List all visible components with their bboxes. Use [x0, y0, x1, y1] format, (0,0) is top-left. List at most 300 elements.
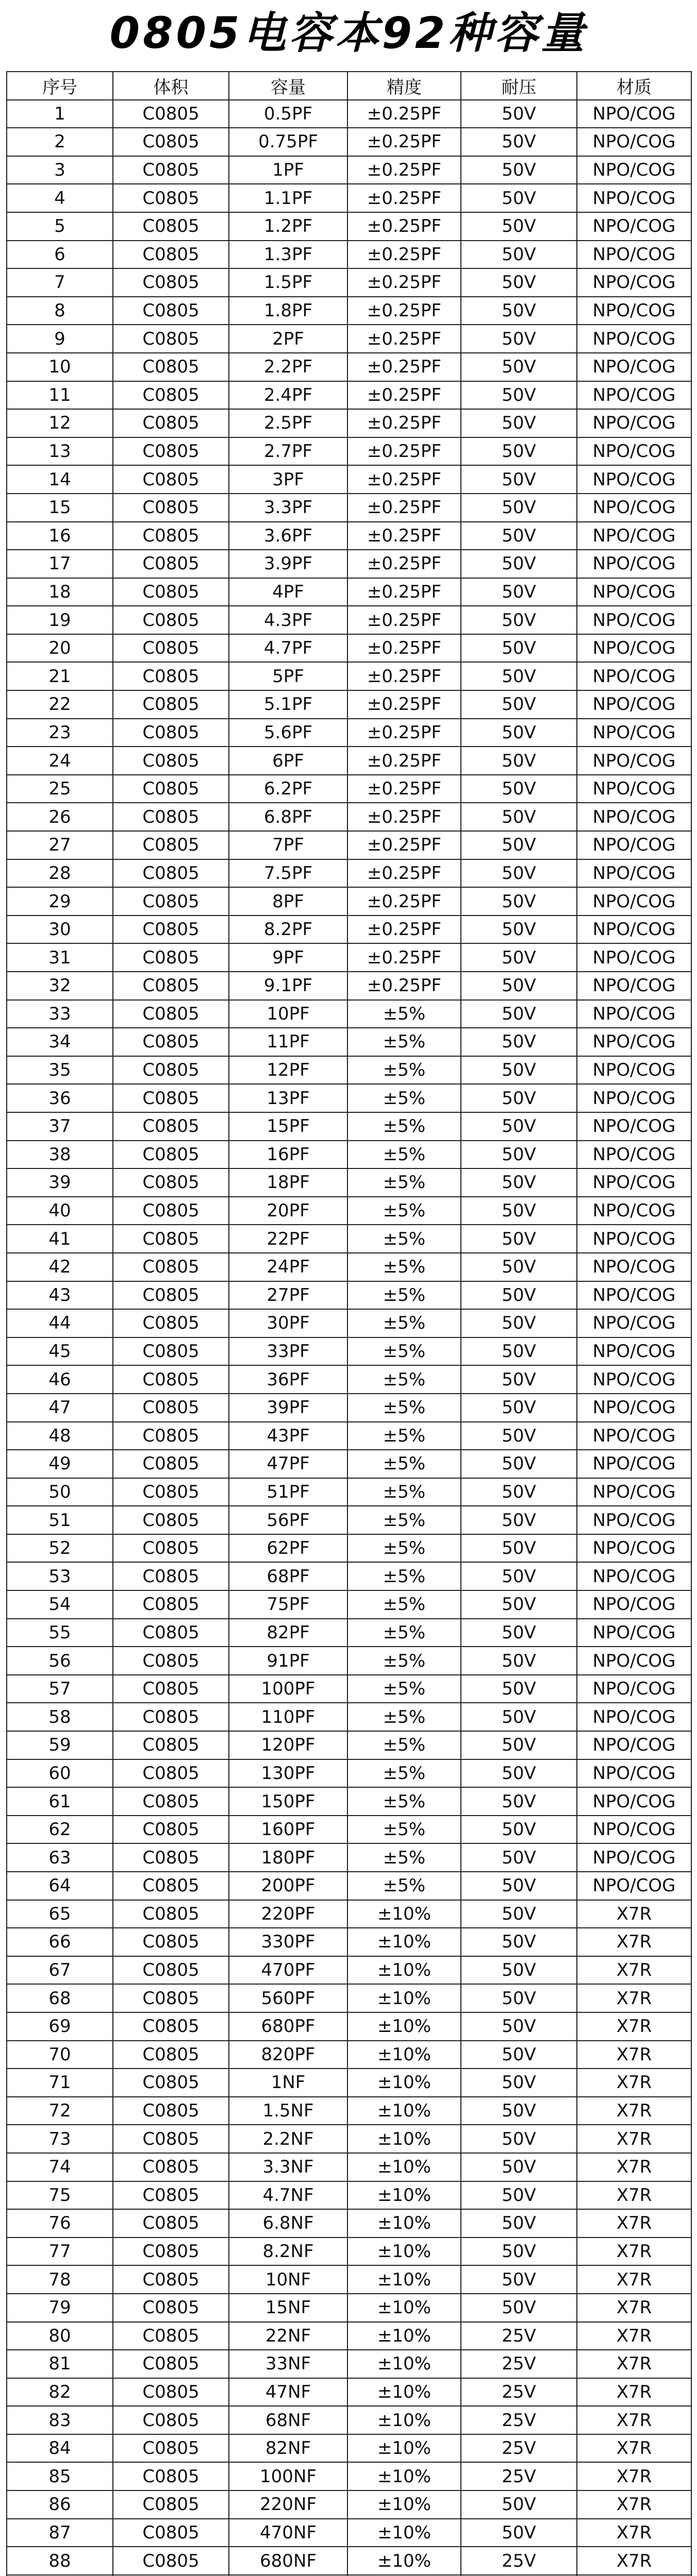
cell-capacitance: 2PF: [229, 325, 347, 353]
cell-capacitance: 680PF: [229, 2012, 347, 2041]
table-row: [7, 662, 691, 690]
table-row: [7, 1168, 691, 1197]
cell-capacitance: 2.7PF: [229, 437, 347, 466]
cell-tolerance: ±0.25PF: [347, 156, 461, 184]
cell-index: 25: [7, 775, 113, 803]
cell-tolerance: ±5%: [347, 1197, 461, 1225]
cell-voltage: 50V: [461, 212, 577, 241]
cell-package: C0805: [113, 1759, 229, 1788]
cell-index: 45: [7, 1337, 113, 1366]
cell-tolerance: ±10%: [347, 2434, 461, 2463]
cell-tolerance: ±0.25PF: [347, 662, 461, 690]
cell-package: C0805: [113, 184, 229, 212]
cell-voltage: 50V: [461, 887, 577, 916]
cell-package: C0805: [113, 606, 229, 634]
cell-tolerance: ±0.25PF: [347, 241, 461, 269]
cell-material: NPO/COG: [577, 916, 691, 944]
cell-capacitance: 1NF: [229, 2069, 347, 2097]
cell-package: C0805: [113, 859, 229, 888]
cell-capacitance: 8.2NF: [229, 2238, 347, 2266]
cell-material: NPO/COG: [577, 100, 691, 128]
cell-package: C0805: [113, 1675, 229, 1703]
cell-voltage: 50V: [461, 465, 577, 494]
cell-index: 81: [7, 2350, 113, 2378]
cell-capacitance: 4PF: [229, 578, 347, 606]
cell-capacitance: 24PF: [229, 1253, 347, 1281]
cell-capacitance: 3.3NF: [229, 2153, 347, 2181]
cell-tolerance: ±0.25PF: [347, 212, 461, 241]
cell-package: C0805: [113, 1590, 229, 1619]
cell-package: C0805: [113, 1787, 229, 1816]
cell-tolerance: ±10%: [347, 2153, 461, 2181]
cell-capacitance: 6PF: [229, 747, 347, 775]
table-row: [7, 1759, 691, 1788]
cell-tolerance: ±5%: [347, 1759, 461, 1788]
cell-capacitance: 100NF: [229, 2462, 347, 2490]
cell-package: C0805: [113, 972, 229, 1000]
table-row: [7, 1647, 691, 1675]
cell-capacitance: 100PF: [229, 1675, 347, 1703]
cell-capacitance: 8.2PF: [229, 916, 347, 944]
cell-capacitance: 7.5PF: [229, 859, 347, 888]
cell-voltage: 50V: [461, 1281, 577, 1310]
cell-voltage: 50V: [461, 1787, 577, 1816]
table-row: [7, 1900, 691, 1928]
cell-index: 31: [7, 943, 113, 972]
cell-tolerance: ±5%: [347, 1281, 461, 1310]
cell-tolerance: ±5%: [347, 1647, 461, 1675]
header-index: 序号: [7, 72, 113, 100]
cell-capacitance: 3.9PF: [229, 550, 347, 578]
cell-voltage: 50V: [461, 1309, 577, 1337]
cell-package: C0805: [113, 1394, 229, 1422]
cell-voltage: 50V: [461, 2153, 577, 2181]
cell-capacitance: 36PF: [229, 1365, 347, 1394]
header-capacitance: 容量: [229, 72, 347, 100]
cell-material: X7R: [577, 2069, 691, 2097]
cell-voltage: 50V: [461, 634, 577, 663]
cell-capacitance: 0.5PF: [229, 100, 347, 128]
cell-index: 11: [7, 381, 113, 410]
cell-capacitance: 9.1PF: [229, 972, 347, 1000]
cell-voltage: 50V: [461, 1843, 577, 1872]
cell-index: 26: [7, 803, 113, 831]
cell-index: 51: [7, 1506, 113, 1534]
table-row: [7, 550, 691, 578]
cell-package: C0805: [113, 662, 229, 690]
cell-tolerance: ±0.25PF: [347, 775, 461, 803]
table-row: [7, 1787, 691, 1816]
cell-index: 37: [7, 1112, 113, 1141]
cell-voltage: 25V: [461, 2378, 577, 2406]
capacitor-table-container: [6, 71, 691, 2576]
cell-material: X7R: [577, 2012, 691, 2041]
cell-capacitance: 43PF: [229, 1422, 347, 1450]
cell-tolerance: ±0.25PF: [347, 522, 461, 550]
cell-material: NPO/COG: [577, 1816, 691, 1844]
cell-package: C0805: [113, 1337, 229, 1366]
cell-voltage: 50V: [461, 859, 577, 888]
cell-material: NPO/COG: [577, 1000, 691, 1028]
cell-material: NPO/COG: [577, 1168, 691, 1197]
cell-material: NPO/COG: [577, 1759, 691, 1788]
cell-package: C0805: [113, 1506, 229, 1534]
cell-capacitance: 5.6PF: [229, 719, 347, 747]
cell-material: NPO/COG: [577, 1872, 691, 1900]
cell-tolerance: ±5%: [347, 1562, 461, 1590]
cell-tolerance: ±5%: [347, 1141, 461, 1169]
table-row: [7, 1872, 691, 1900]
cell-capacitance: 18PF: [229, 1168, 347, 1197]
cell-package: C0805: [113, 578, 229, 606]
cell-voltage: 50V: [461, 719, 577, 747]
table-row: [7, 2547, 691, 2575]
cell-index: 74: [7, 2153, 113, 2181]
cell-material: NPO/COG: [577, 437, 691, 466]
cell-tolerance: ±10%: [347, 1984, 461, 2012]
cell-material: NPO/COG: [577, 1394, 691, 1422]
table-row: [7, 2238, 691, 2266]
cell-index: 70: [7, 2041, 113, 2069]
cell-package: C0805: [113, 100, 229, 128]
cell-voltage: 50V: [461, 156, 577, 184]
table-row: [7, 1253, 691, 1281]
cell-index: 24: [7, 747, 113, 775]
table-row: [7, 1590, 691, 1619]
cell-capacitance: 51PF: [229, 1478, 347, 1506]
cell-tolerance: ±5%: [347, 1168, 461, 1197]
cell-voltage: 50V: [461, 1534, 577, 1563]
cell-voltage: 50V: [461, 184, 577, 212]
cell-tolerance: ±0.25PF: [347, 465, 461, 494]
cell-voltage: 50V: [461, 1225, 577, 1253]
cell-package: C0805: [113, 2012, 229, 2041]
cell-material: NPO/COG: [577, 325, 691, 353]
cell-index: 87: [7, 2519, 113, 2547]
cell-material: NPO/COG: [577, 297, 691, 325]
cell-index: 1: [7, 100, 113, 128]
table-row: [7, 1394, 691, 1422]
table-row: [7, 1450, 691, 1478]
cell-material: NPO/COG: [577, 1422, 691, 1450]
cell-material: X7R: [577, 2125, 691, 2153]
cell-package: C0805: [113, 268, 229, 297]
cell-material: NPO/COG: [577, 1619, 691, 1647]
capacitor-table: [6, 71, 692, 2576]
table-row: [7, 2153, 691, 2181]
cell-index: 72: [7, 2097, 113, 2125]
cell-voltage: 50V: [461, 1506, 577, 1534]
cell-material: X7R: [577, 2041, 691, 2069]
cell-capacitance: 62PF: [229, 1534, 347, 1563]
cell-package: C0805: [113, 156, 229, 184]
table-row: [7, 2434, 691, 2463]
cell-package: C0805: [113, 634, 229, 663]
cell-tolerance: ±10%: [347, 2547, 461, 2575]
cell-package: C0805: [113, 2547, 229, 2575]
cell-index: 57: [7, 1675, 113, 1703]
cell-voltage: 50V: [461, 1084, 577, 1112]
cell-voltage: 50V: [461, 1028, 577, 1056]
cell-tolerance: ±0.25PF: [347, 887, 461, 916]
cell-index: 22: [7, 690, 113, 719]
table-row: [7, 634, 691, 663]
cell-voltage: 50V: [461, 2490, 577, 2519]
cell-tolerance: ±0.25PF: [347, 972, 461, 1000]
cell-voltage: 25V: [461, 2547, 577, 2575]
cell-tolerance: ±0.25PF: [347, 494, 461, 522]
cell-tolerance: ±10%: [347, 2322, 461, 2350]
cell-index: 88: [7, 2547, 113, 2575]
cell-package: C0805: [113, 1816, 229, 1844]
cell-package: C0805: [113, 1225, 229, 1253]
cell-package: C0805: [113, 1562, 229, 1590]
cell-voltage: 50V: [461, 2519, 577, 2547]
cell-material: X7R: [577, 1900, 691, 1928]
cell-material: NPO/COG: [577, 465, 691, 494]
cell-material: X7R: [577, 2350, 691, 2378]
cell-package: C0805: [113, 465, 229, 494]
cell-voltage: 50V: [461, 1928, 577, 1956]
cell-capacitance: 2.4PF: [229, 381, 347, 410]
cell-voltage: 50V: [461, 494, 577, 522]
cell-material: NPO/COG: [577, 1281, 691, 1310]
cell-capacitance: 47NF: [229, 2378, 347, 2406]
cell-package: C0805: [113, 1000, 229, 1028]
cell-capacitance: 2.2NF: [229, 2125, 347, 2153]
cell-tolerance: ±5%: [347, 1534, 461, 1563]
cell-capacitance: 1.5NF: [229, 2097, 347, 2125]
cell-index: 85: [7, 2462, 113, 2490]
cell-voltage: 50V: [461, 2209, 577, 2238]
cell-voltage: 50V: [461, 437, 577, 466]
cell-voltage: 50V: [461, 1675, 577, 1703]
cell-tolerance: ±10%: [347, 1928, 461, 1956]
cell-tolerance: ±10%: [347, 2406, 461, 2434]
cell-package: C0805: [113, 2097, 229, 2125]
cell-capacitance: 82NF: [229, 2434, 347, 2463]
table-row: [7, 2294, 691, 2322]
cell-capacitance: 4.7PF: [229, 634, 347, 663]
cell-material: NPO/COG: [577, 550, 691, 578]
cell-capacitance: 8PF: [229, 887, 347, 916]
cell-material: NPO/COG: [577, 1506, 691, 1534]
cell-tolerance: ±10%: [347, 2125, 461, 2153]
cell-material: X7R: [577, 2097, 691, 2125]
cell-material: X7R: [577, 2490, 691, 2519]
cell-capacitance: 680NF: [229, 2547, 347, 2575]
cell-voltage: 50V: [461, 1590, 577, 1619]
cell-capacitance: 12PF: [229, 1056, 347, 1084]
cell-index: 55: [7, 1619, 113, 1647]
cell-capacitance: 0.75PF: [229, 128, 347, 156]
cell-material: NPO/COG: [577, 747, 691, 775]
cell-material: NPO/COG: [577, 1028, 691, 1056]
cell-voltage: 50V: [461, 606, 577, 634]
cell-index: 82: [7, 2378, 113, 2406]
cell-capacitance: 7PF: [229, 831, 347, 859]
cell-material: NPO/COG: [577, 1562, 691, 1590]
cell-package: C0805: [113, 1168, 229, 1197]
header-voltage: 耐压: [461, 72, 577, 100]
cell-package: C0805: [113, 719, 229, 747]
cell-tolerance: ±5%: [347, 1590, 461, 1619]
cell-tolerance: ±5%: [347, 1731, 461, 1759]
cell-index: 38: [7, 1141, 113, 1169]
cell-index: 10: [7, 353, 113, 381]
cell-material: NPO/COG: [577, 381, 691, 410]
cell-capacitance: 91PF: [229, 1647, 347, 1675]
table-row: [7, 859, 691, 888]
cell-material: X7R: [577, 2153, 691, 2181]
cell-index: 52: [7, 1534, 113, 1563]
cell-voltage: 50V: [461, 325, 577, 353]
header-package: 体积: [113, 72, 229, 100]
table-row: [7, 2097, 691, 2125]
cell-voltage: 50V: [461, 1394, 577, 1422]
cell-package: C0805: [113, 325, 229, 353]
cell-capacitance: 820PF: [229, 2041, 347, 2069]
cell-index: 71: [7, 2069, 113, 2097]
cell-tolerance: ±10%: [347, 2294, 461, 2322]
cell-capacitance: 27PF: [229, 1281, 347, 1310]
cell-index: 34: [7, 1028, 113, 1056]
cell-capacitance: 2.2PF: [229, 353, 347, 381]
cell-voltage: 50V: [461, 1759, 577, 1788]
cell-tolerance: ±0.25PF: [347, 690, 461, 719]
cell-voltage: 50V: [461, 1703, 577, 1731]
cell-tolerance: ±0.25PF: [347, 606, 461, 634]
table-row: [7, 972, 691, 1000]
cell-voltage: 50V: [461, 2097, 577, 2125]
table-row: [7, 353, 691, 381]
table-row: [7, 100, 691, 128]
cell-material: X7R: [577, 2238, 691, 2266]
cell-capacitance: 3.6PF: [229, 522, 347, 550]
cell-material: X7R: [577, 2294, 691, 2322]
cell-voltage: 50V: [461, 943, 577, 972]
cell-tolerance: ±10%: [347, 2490, 461, 2519]
cell-index: 39: [7, 1168, 113, 1197]
cell-package: C0805: [113, 1984, 229, 2012]
cell-capacitance: 180PF: [229, 1843, 347, 1872]
cell-package: C0805: [113, 437, 229, 466]
cell-tolerance: ±0.25PF: [347, 578, 461, 606]
cell-package: C0805: [113, 1422, 229, 1450]
cell-index: 15: [7, 494, 113, 522]
cell-index: 36: [7, 1084, 113, 1112]
table-row: [7, 690, 691, 719]
cell-tolerance: ±5%: [347, 1253, 461, 1281]
cell-material: X7R: [577, 2462, 691, 2490]
cell-tolerance: ±10%: [347, 2350, 461, 2378]
cell-index: 53: [7, 1562, 113, 1590]
table-row: [7, 578, 691, 606]
cell-index: 77: [7, 2238, 113, 2266]
cell-index: 50: [7, 1478, 113, 1506]
table-row: [7, 2209, 691, 2238]
cell-tolerance: ±5%: [347, 1506, 461, 1534]
cell-index: 83: [7, 2406, 113, 2434]
cell-voltage: 50V: [461, 1365, 577, 1394]
cell-package: C0805: [113, 1703, 229, 1731]
cell-voltage: 50V: [461, 2294, 577, 2322]
cell-voltage: 25V: [461, 2350, 577, 2378]
cell-tolerance: ±0.25PF: [347, 297, 461, 325]
cell-index: 2: [7, 128, 113, 156]
cell-capacitance: 56PF: [229, 1506, 347, 1534]
cell-material: NPO/COG: [577, 943, 691, 972]
cell-capacitance: 1PF: [229, 156, 347, 184]
cell-material: X7R: [577, 2519, 691, 2547]
cell-package: C0805: [113, 1872, 229, 1900]
cell-voltage: 50V: [461, 803, 577, 831]
cell-tolerance: ±5%: [347, 1112, 461, 1141]
cell-index: 33: [7, 1000, 113, 1028]
cell-tolerance: ±0.25PF: [347, 634, 461, 663]
cell-package: C0805: [113, 1450, 229, 1478]
cell-voltage: 50V: [461, 1168, 577, 1197]
table-row: [7, 2181, 691, 2210]
cell-tolerance: ±10%: [347, 2097, 461, 2125]
cell-material: NPO/COG: [577, 606, 691, 634]
cell-capacitance: 13PF: [229, 1084, 347, 1112]
cell-package: C0805: [113, 943, 229, 972]
cell-voltage: 50V: [461, 831, 577, 859]
cell-package: C0805: [113, 2378, 229, 2406]
cell-index: 5: [7, 212, 113, 241]
cell-material: NPO/COG: [577, 719, 691, 747]
cell-package: C0805: [113, 1028, 229, 1056]
cell-package: C0805: [113, 1534, 229, 1563]
cell-material: NPO/COG: [577, 156, 691, 184]
cell-tolerance: ±10%: [347, 2012, 461, 2041]
cell-package: C0805: [113, 494, 229, 522]
cell-index: 35: [7, 1056, 113, 1084]
cell-capacitance: 120PF: [229, 1731, 347, 1759]
cell-tolerance: ±10%: [347, 2069, 461, 2097]
cell-index: 20: [7, 634, 113, 663]
cell-index: 17: [7, 550, 113, 578]
cell-tolerance: ±10%: [347, 2181, 461, 2210]
cell-tolerance: ±5%: [347, 1703, 461, 1731]
table-row: [7, 1928, 691, 1956]
table-row: [7, 1028, 691, 1056]
cell-index: 84: [7, 2434, 113, 2463]
table-row: [7, 184, 691, 212]
cell-capacitance: 3PF: [229, 465, 347, 494]
table-row: [7, 606, 691, 634]
cell-material: NPO/COG: [577, 1365, 691, 1394]
cell-index: 3: [7, 156, 113, 184]
cell-tolerance: ±0.25PF: [347, 184, 461, 212]
table-row: [7, 381, 691, 410]
cell-material: X7R: [577, 1956, 691, 1985]
cell-capacitance: 22NF: [229, 2322, 347, 2350]
cell-capacitance: 150PF: [229, 1787, 347, 1816]
cell-material: NPO/COG: [577, 803, 691, 831]
cell-package: C0805: [113, 1281, 229, 1310]
cell-package: C0805: [113, 128, 229, 156]
cell-material: X7R: [577, 2547, 691, 2575]
table-row: [7, 1816, 691, 1844]
cell-voltage: 50V: [461, 1562, 577, 1590]
table-row: [7, 1675, 691, 1703]
table-row: [7, 1703, 691, 1731]
cell-voltage: 50V: [461, 1647, 577, 1675]
table-row: [7, 1141, 691, 1169]
cell-index: 13: [7, 437, 113, 466]
